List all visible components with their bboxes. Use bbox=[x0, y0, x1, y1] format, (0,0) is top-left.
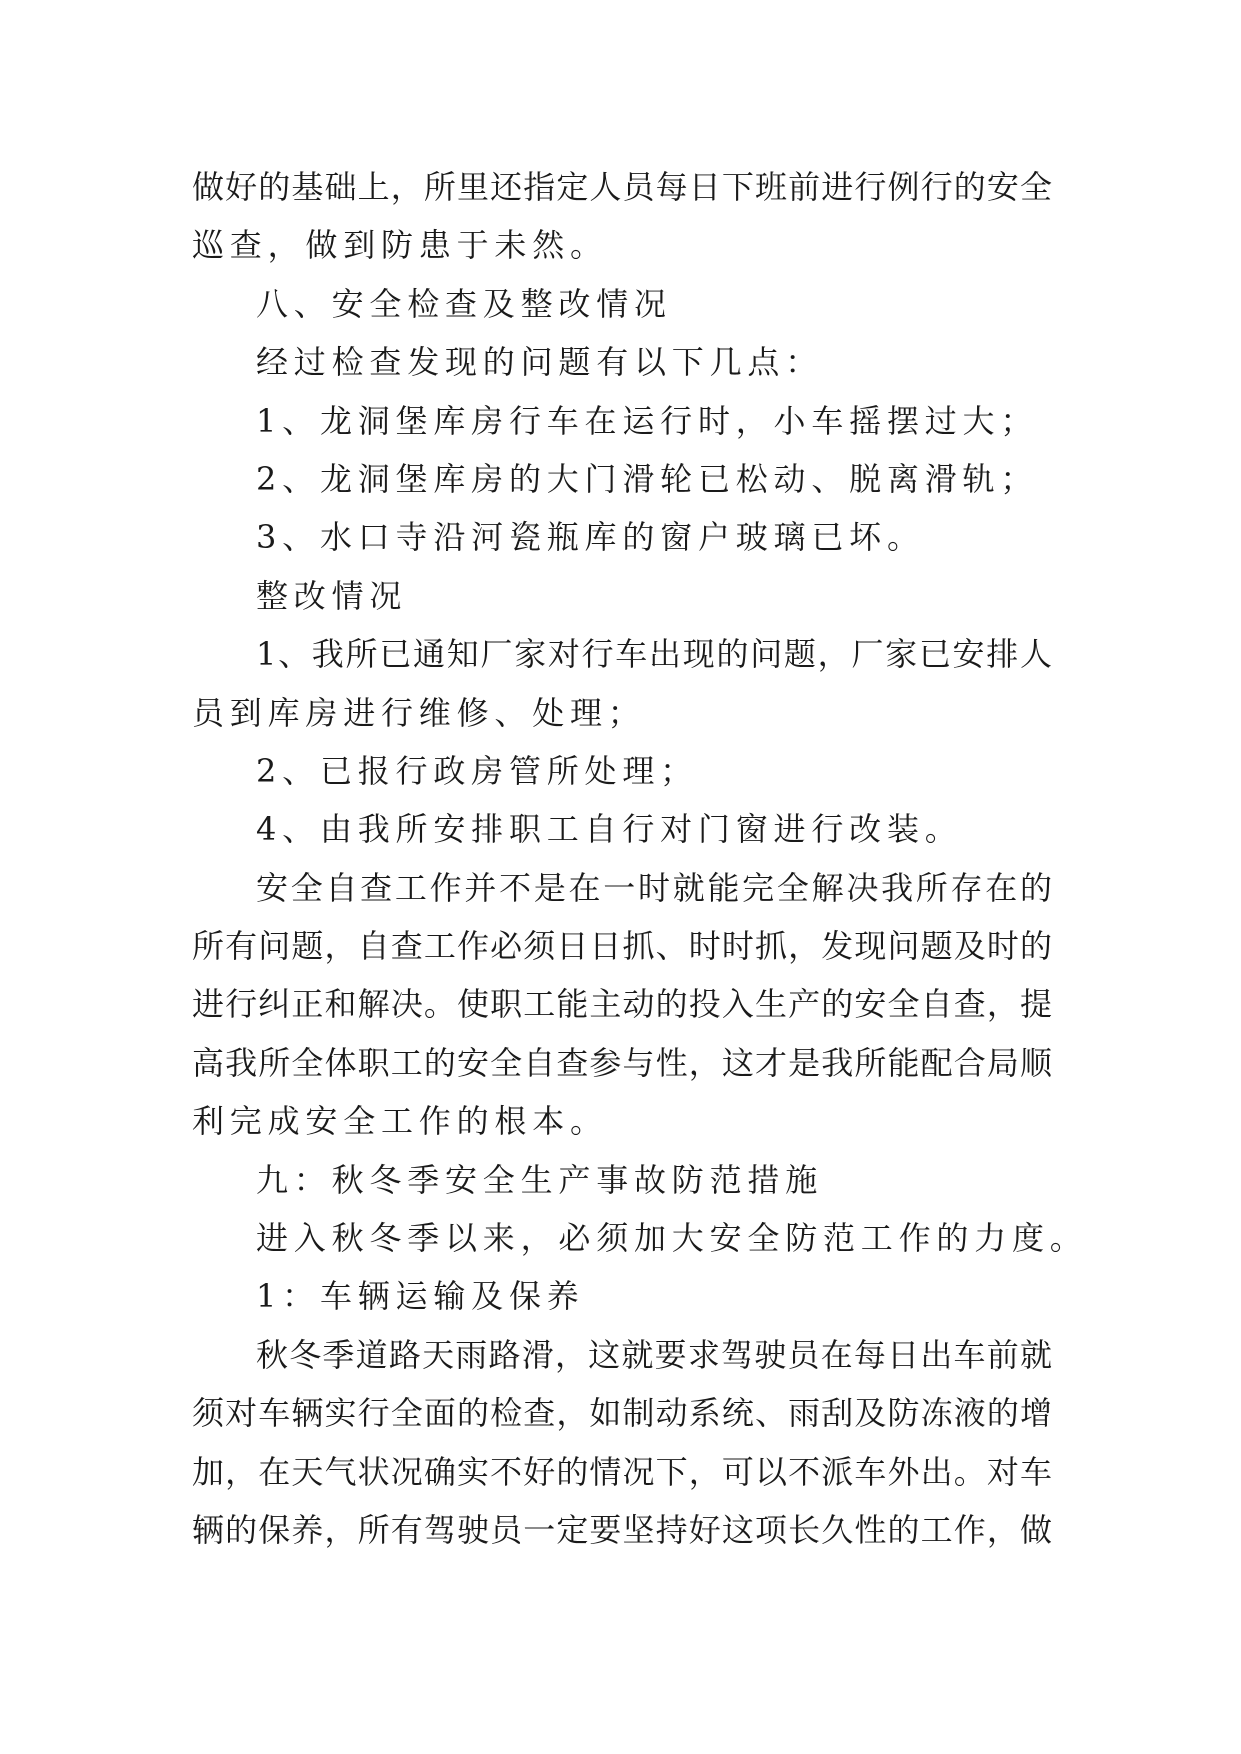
paragraph-line: 进入秋冬季以来，必须加大安全防范工作的力度。 bbox=[256, 1219, 1088, 1258]
paragraph-line: 安全自查工作并不是在一时就能完全解决我所存在的 bbox=[256, 868, 1052, 907]
list-item: 3、水口寺沿河瓷瓶库的窗户玻璃已坏。 bbox=[256, 518, 925, 557]
subsection-heading: 整改情况 bbox=[256, 576, 408, 615]
list-item: 2、龙洞堡库房的大门滑轮已松动、脱离滑轨； bbox=[256, 459, 1039, 498]
paragraph-line: 进行纠正和解决。使职工能主动的投入生产的安全自查，提 bbox=[192, 985, 1052, 1024]
paragraph-line: 辆的保养，所有驾驶员一定要坚持好这项长久性的工作，做 bbox=[192, 1510, 1052, 1549]
list-item: 4、由我所安排职工自行对门窗进行改装。 bbox=[256, 810, 963, 849]
paragraph-line: 利完成安全工作的根本。 bbox=[192, 1102, 608, 1141]
section-heading: 九：秋冬季安全生产事故防范措施 bbox=[256, 1160, 824, 1199]
section-heading: 八、安全检查及整改情况 bbox=[256, 284, 672, 323]
list-item: 1、我所已通知厂家对行车出现的问题，厂家已安排人 bbox=[256, 635, 1052, 674]
paragraph-line: 加，在天气状况确实不好的情况下，可以不派车外出。对车 bbox=[192, 1452, 1052, 1491]
paragraph-line: 所有问题，自查工作必须日日抓、时时抓，发现问题及时的 bbox=[192, 927, 1052, 966]
paragraph-line: 高我所全体职工的安全自查参与性，这才是我所能配合局顺 bbox=[192, 1043, 1052, 1082]
paragraph-line: 须对车辆实行全面的检查，如制动系统、雨刮及防冻液的增 bbox=[192, 1394, 1052, 1433]
paragraph-line: 秋冬季道路天雨路滑，这就要求驾驶员在每日出车前就 bbox=[256, 1335, 1052, 1374]
subsection-heading: 1：车辆运输及保养 bbox=[256, 1277, 585, 1316]
paragraph-line: 经过检查发现的问题有以下几点： bbox=[256, 343, 824, 382]
list-item: 2、已报行政房管所处理； bbox=[256, 751, 698, 790]
paragraph-line: 巡查，做到防患于未然。 bbox=[192, 226, 608, 265]
list-item: 1、龙洞堡库房行车在运行时，小车摇摆过大； bbox=[256, 401, 1039, 440]
document-body bbox=[192, 158, 1088, 1559]
paragraph-line: 做好的基础上，所里还指定人员每日下班前进行例行的安全 bbox=[192, 168, 1052, 206]
paragraph-line: 员到库房进行维修、处理； bbox=[192, 693, 646, 732]
